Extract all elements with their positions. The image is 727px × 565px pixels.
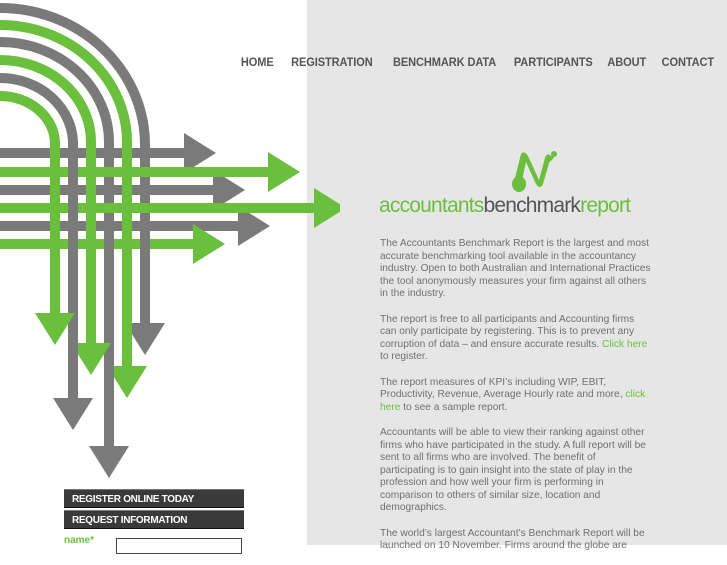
logo-wordmark[interactable] xyxy=(379,194,630,218)
nav-about[interactable]: ABOUT xyxy=(607,55,646,69)
nav-registration[interactable]: REGISTRATION xyxy=(291,55,373,69)
logo-part-accountants: accountants xyxy=(379,194,484,217)
arrows-graphic xyxy=(0,0,340,480)
main-nav xyxy=(227,55,714,69)
intro-content xyxy=(380,238,652,565)
paragraph-free-text: The report is free to all participants and Accounting firms can only participate by registering. This is to prevent any corruption of data – and ensure accurate results. xyxy=(380,313,635,350)
request-information-button[interactable]: REQUEST INFORMATION xyxy=(64,510,244,529)
register-online-button[interactable]: REGISTER ONLINE TODAY xyxy=(64,489,244,508)
logo-part-benchmark: benchmark xyxy=(483,194,581,217)
register-link[interactable]: Click here xyxy=(602,338,648,350)
paragraph-intro: The Accountants Benchmark Report is the largest and most accurate benchmarking tool available in the accountancy industry. Open to both Australian and International Practices the tool anonymously measures your firm against all others in the industry. xyxy=(380,238,651,300)
nav-home[interactable]: HOME xyxy=(240,55,274,69)
paragraph-launch: The world’s largest Accountant’s Benchmark Report will be launched on 10 November. Firms around the globe are xyxy=(380,527,645,552)
nav-participants[interactable]: PARTICIPANTS xyxy=(513,55,593,69)
nav-contact[interactable]: CONTACT xyxy=(661,55,714,69)
nav-benchmark-data[interactable]: BENCHMARK DATA xyxy=(392,55,497,69)
paragraph-free xyxy=(380,314,652,364)
paragraph-kpi xyxy=(380,377,652,415)
name-label: name* xyxy=(64,535,95,546)
paragraph-ranking: Accountants will be able to view their ranking against other firms who have participated in the study. A full report will be sent to all firms who are involved. The benefit of participating is to gain insight into the state of play in the profession and how well your firm is performing in comparison to others of similar size, location and demographics. xyxy=(380,426,646,514)
logo-part-report: report xyxy=(580,194,631,217)
name-input[interactable] xyxy=(116,538,242,554)
paragraph-kpi-text: The report measures of KPI’s including WIP, EBIT, Productivity, Revenue, Average Hourly rate and more, xyxy=(380,376,626,401)
sample-report-link[interactable]: click here xyxy=(380,389,646,413)
paragraph-free-tail: to register. xyxy=(380,351,428,363)
logo-icon xyxy=(507,148,559,194)
paragraph-kpi-tail: to see a sample report. xyxy=(400,401,508,413)
